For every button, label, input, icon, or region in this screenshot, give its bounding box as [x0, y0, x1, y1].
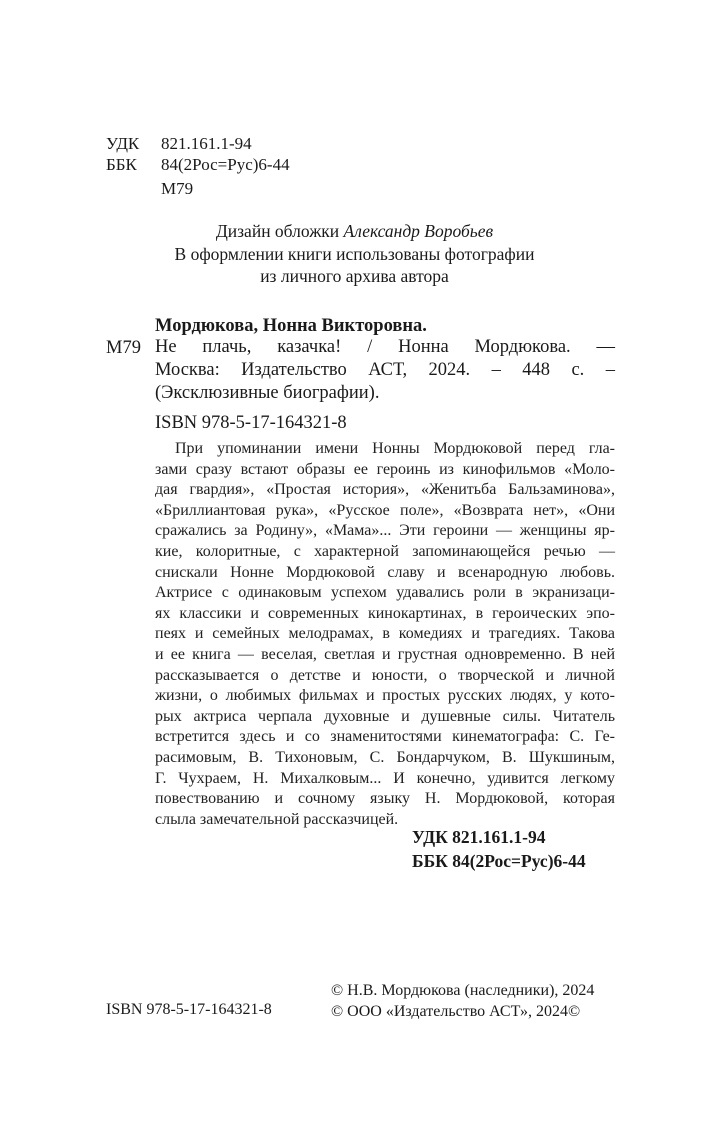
bbk-line [106, 154, 290, 175]
bib-desc-line: Не плачь, казачка! / Нонна Мордюкова. — [155, 337, 615, 357]
book-author: Мордюкова, Нонна Викторовна. [155, 316, 427, 336]
cover-designer: Александр Воробьев [343, 221, 494, 241]
udk-value: 821.161.1-94 [161, 134, 252, 153]
copyright-author: © Н.В. Мордюкова (наследники), 2024 [331, 982, 595, 999]
bbk-label: ББК [106, 155, 137, 174]
annotation-line: снискали Нонне Мордюковой славу и всенародную любовь. [155, 563, 615, 581]
bib-description [155, 336, 615, 405]
footer-isbn: ISBN 978-5-17-164321-8 [106, 1001, 272, 1018]
cover-design-credit [0, 220, 709, 242]
annotation-line: рассказывается о детстве и юности, о творческой и личной [155, 666, 615, 684]
index-udk: УДК 821.161.1-94 [412, 827, 546, 847]
annotation-line: Г. Чухраем, Н. Михалковым... И конечно, удивится легкому [155, 769, 615, 787]
photo-credit-line-1: В оформлении книги использованы фотографии [174, 244, 535, 264]
udk-label: УДК [106, 134, 140, 153]
annotation-line: встретится здесь и со знаменитостями кинематографа: С. Ге- [155, 728, 615, 746]
annotation-line: и ее книга — веселая, светлая и грустная одновременно. В ней [155, 645, 615, 663]
annotation-line: При упоминании имени Нонны Мордюковой перед гла- [175, 440, 615, 457]
annotation-line: повествованию и сочному языку Н. Мордюковой, которая [155, 790, 615, 808]
photo-credit-line-2: из личного архива автора [260, 266, 449, 286]
annotation-line: Актрисе с одинаковым успехом удавались роли в экранизаци- [155, 584, 615, 602]
annotation-line: пеях и семейных мелодрамах, в комедиях и трагедиях. Такова [155, 625, 615, 643]
copyright-publisher: © ООО «Издательство АСТ», 2024© [331, 1003, 581, 1020]
bib-desc-line: Москва: Издательство АСТ, 2024. – 448 с. – [155, 360, 615, 380]
bib-code: М79 [106, 338, 141, 358]
bib-desc-line: (Эксклюзивные биографии). [155, 383, 380, 403]
cover-design-prefix: Дизайн обложки [215, 221, 340, 241]
annotation-line: зами сразу встают образы ее героинь из кинофильмов «Моло- [155, 460, 615, 478]
annotation-line: дая гвардия», «Простая история», «Женитьба Бальзаминова», [155, 481, 615, 499]
annotation-line: ях классики и современных кинокартинах, в героических эпо- [155, 604, 615, 622]
author-mark: М79 [161, 179, 194, 198]
annotation-line: «Бриллиантовая рука», «Русское поле», «Возврата нет», «Они [155, 501, 615, 519]
bbk-value: 84(2Рос=Рус)6-44 [161, 155, 290, 174]
annotation [155, 439, 615, 830]
annotation-line: расимовым, В. Тихоновым, С. Бондарчуком, В. Шукшиным, [155, 748, 615, 766]
index-bbk: ББК 84(2Рос=Рус)6-44 [412, 851, 586, 871]
annotation-line: слыла замечательной рассказчицей. [155, 810, 399, 828]
annotation-line: жизни, о любимых фильмах и простых русских людях, у кото- [155, 687, 615, 705]
annotation-line: рых актриса черпала духовные и душевные силы. Читатель [155, 707, 615, 725]
annotation-line: сражались за Родину», «Мама»... Эти героини — женщины яр- [155, 522, 615, 540]
udk-line [106, 133, 252, 154]
annotation-line: кие, колоритные, с характерной запоминающейся речью — [155, 542, 615, 560]
bib-isbn: ISBN 978-5-17-164321-8 [155, 413, 347, 433]
